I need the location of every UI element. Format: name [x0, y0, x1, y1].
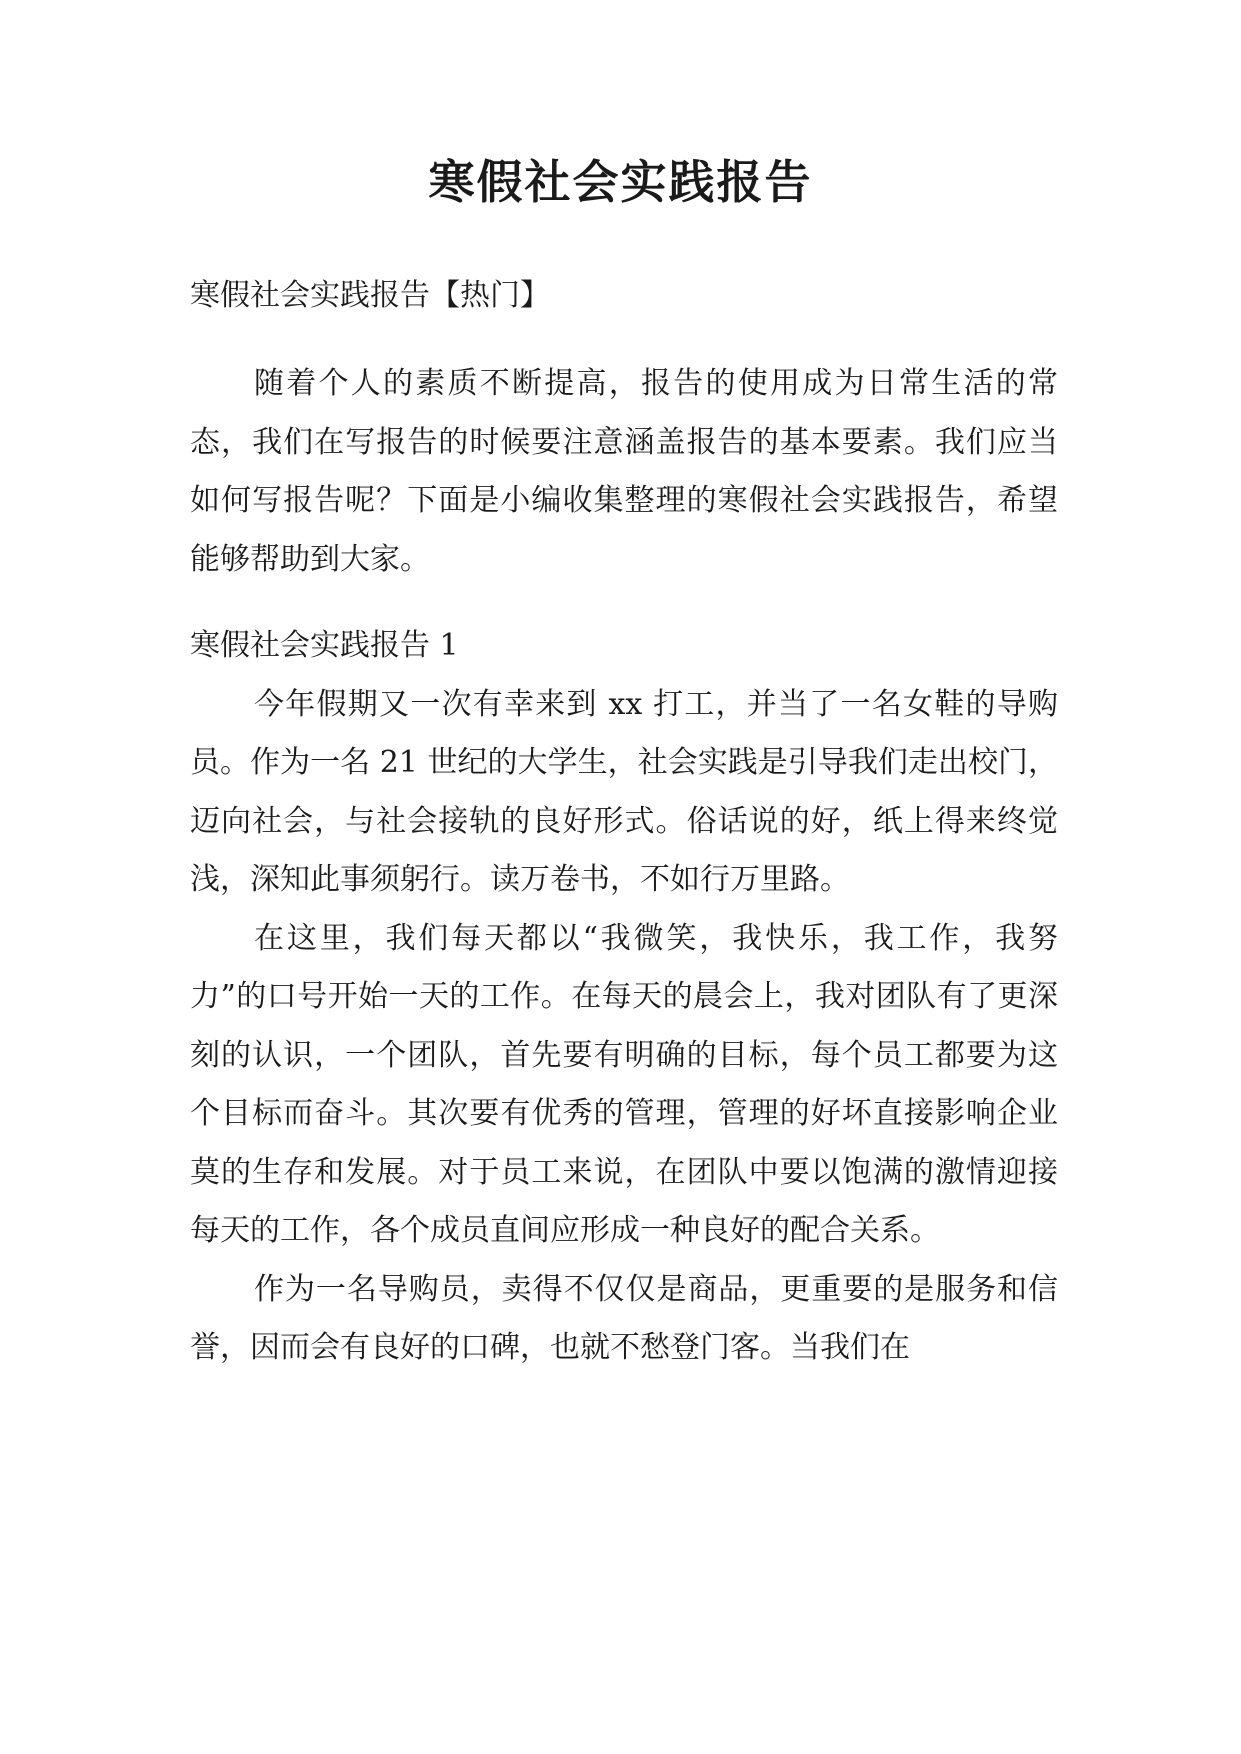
- body-paragraph: 今年假期又一次有幸来到 xx 打工，并当了一名女鞋的导购员。作为一名 21 世纪的大学生，社会实践是引导我们走出校门，迈向社会，与社会接轨的良好形式。俗话说的好，纸上得来终觉浅，深知此事须躬行。读万卷书，不如行万里路。: [190, 686, 1058, 897]
- body-paragraph: 在这里，我们每天都以“我微笑，我快乐，我工作，我努力”的口号开始一天的工作。在每天的晨会上，我对团队有了更深刻的认识，一个团队，首先要有明确的目标，每个员工都要为这个目标而奋斗。其次要有优秀的管理，管理的好坏直接影响企业莫的生存和发展。对于员工来说，在团队中要以饱满的激情迎接每天的工作，各个成员直间应形成一种良好的配合关系。: [190, 920, 1058, 1248]
- section-1-heading: 寒假社会实践报告 1: [190, 628, 459, 663]
- intro-paragraph: [190, 355, 1058, 589]
- document-subtitle: [190, 267, 1058, 326]
- body-paragraph: 作为一名导购员，卖得不仅仅是商品，更重要的是服务和信誉，因而会有良好的口碑，也就不愁登门客。当我们在: [190, 1271, 1058, 1365]
- document-title: 寒假社会实践报告: [428, 155, 813, 209]
- intro-text: 随着个人的素质不断提高，报告的使用成为日常生活的常态，我们在写报告的时候要注意涵盖报告的基本要素。我们应当如何写报告呢？下面是小编收集整理的寒假社会实践报告，希望能够帮助到大家。: [190, 366, 1058, 577]
- section-1: [190, 617, 1058, 1378]
- subtitle-text: 寒假社会实践报告【热门】: [190, 278, 550, 313]
